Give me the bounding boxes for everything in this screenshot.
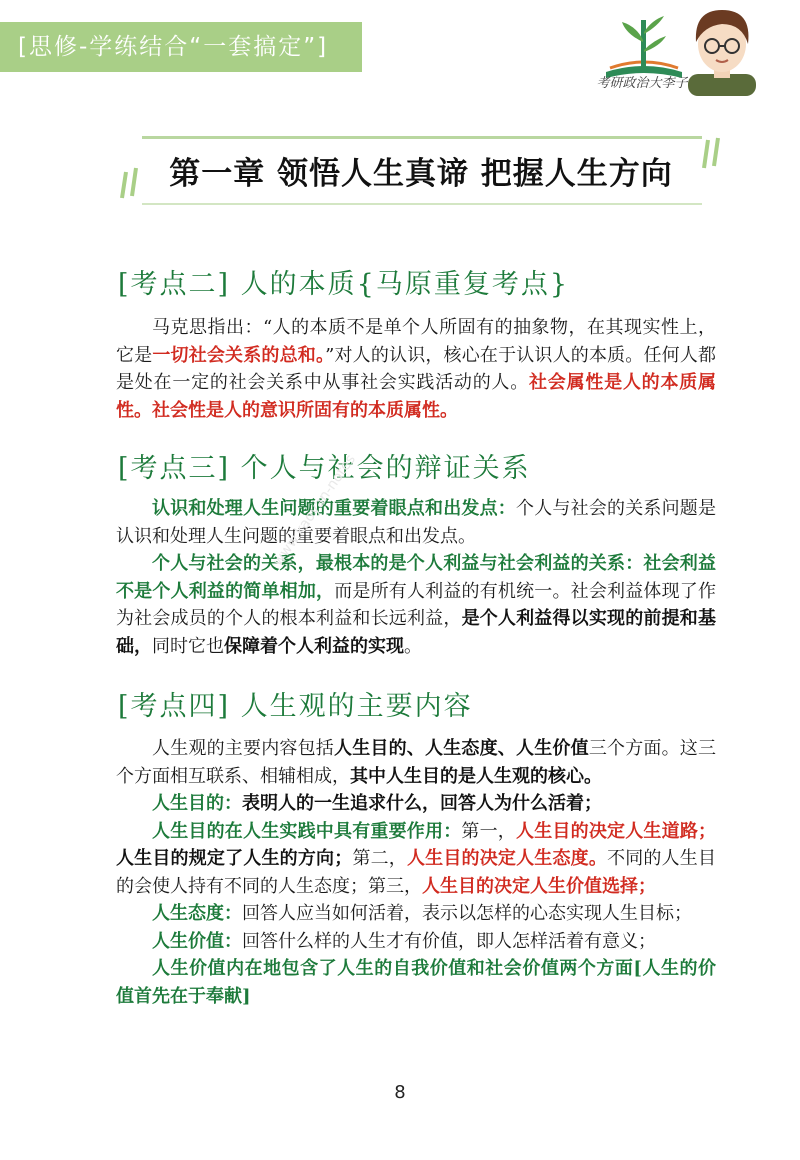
paragraph: 人生目的在人生实践中具有重要作用：第一，人生目的决定人生道路；人生目的规定了人生的方向；第二，人生目的决定人生态度。不同的人生目的会使人持有不同的人生态度；第三，人生目的决定人生价值选择； — [116, 820, 717, 897]
chapter-title: 第一章 领悟人生真谛 把握人生方向 — [169, 156, 673, 192]
watermark: www.kaoyan-notes — [270, 451, 359, 570]
section-title-3: [考点三] 个人与社会的辩证关系 — [118, 453, 531, 484]
section-3-body — [116, 495, 716, 660]
paragraph: 人生目的：表明人的一生追求什么，回答人为什么活着； — [152, 793, 602, 814]
chapter-heading — [118, 132, 724, 210]
section-title-4: [考点四] 人生观的主要内容 — [118, 691, 473, 722]
paragraph: 认识和处理人生问题的重要着眼点和出发点：个人与社会的关系问题是认识和处理人生问题的重要着眼点和出发点。 — [116, 498, 716, 547]
section-title-2: [考点二] 人的本质{马原重复考点} — [118, 269, 570, 300]
paragraph: 人生观的主要内容包括人生目的、人生态度、人生价值三个方面。这三个方面相互联系、相辅相成，其中人生目的是人生观的核心。 — [116, 738, 717, 787]
section-2-body — [116, 314, 716, 424]
page-number: 8 — [394, 1082, 406, 1103]
paragraph: 人生价值：回答什么样的人生才有价值，即人怎样活着有意义； — [152, 930, 656, 952]
paragraph: 人生价值内在地包含了人生的自我价值和社会价值两个方面[人生的价值首先在于奉献] — [116, 958, 716, 1007]
header-banner — [0, 22, 362, 72]
banner-text: [思修-学练结合“一套搞定”] — [18, 34, 329, 60]
logo-text: 考研政治大李子 — [596, 76, 688, 91]
paragraph: 个人与社会的关系，最根本的是个人利益与社会利益的关系：社会利益不是个人利益的简单相加，而是所有人利益的有机统一。社会利益体现了作为社会成员的个人的根本利益和长远利益，是个人利益得以实现的前提和基础，同时它也保障着个人利益的实现。 — [116, 553, 717, 657]
avatar — [682, 4, 762, 96]
paragraph: 马克思指出：“人的本质不是单个人所固有的抽象物，在其现实性上，它是一切社会关系的总和。”对人的认识，核心在于认识人的本质。任何人都是处在一定的社会关系中从事社会实践活动的人。社会属性是人的本质属性。社会性是人的意识所固有的本质属性。 — [116, 317, 717, 421]
paragraph: 人生态度：回答人应当如何活着，表示以怎样的心态实现人生目标； — [152, 903, 692, 924]
section-4-body — [116, 735, 716, 1010]
